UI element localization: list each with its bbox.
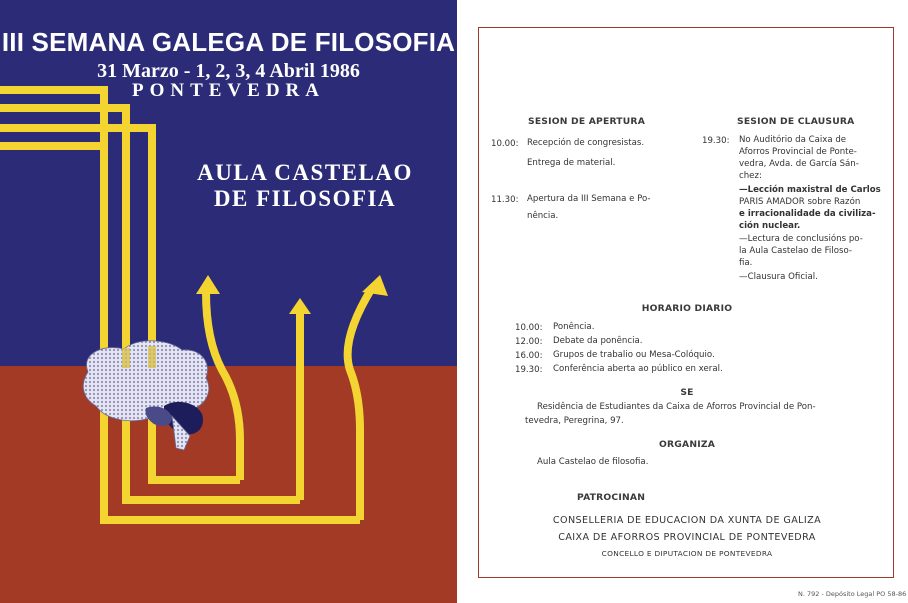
patrocinan-small: CONCELLO E DIPUTACION DE PONTEVEDRA [601, 549, 773, 558]
se-heading: SE [680, 387, 694, 398]
horario-heading: HORARIO DIARIO [641, 303, 733, 314]
clausura-conclusions-line1: —Lectura de conclusións po- [739, 234, 863, 244]
clausura-venue-line1: No Auditório da Caixa de [739, 135, 847, 145]
legal-deposit: N. 792 - Depósito Legal PO 58-86 [798, 590, 907, 598]
clausura-venue-line3: vedra, Avda. de García Sán- [739, 159, 859, 169]
horario-time-4: 19.30: [515, 365, 543, 375]
patrocinan-line2: CAIXA DE AFORROS PROVINCIAL DE PONTEVEDRA [558, 532, 816, 543]
clausura-venue-line4: chez: [739, 171, 762, 181]
horario-text-1: Ponência. [553, 322, 595, 332]
se-line2: tevedra, Peregrina, 97. [525, 416, 624, 426]
poster-aula-line2: DE FILOSOFIA [213, 186, 397, 211]
clausura-venue-line2: Aforros Provincial de Ponte- [739, 147, 857, 157]
clausura-heading: SESION DE CLAUSURA [737, 116, 855, 127]
patrocinan-line1: CONSELLERIA DE EDUCACION DA XUNTA DE GALIZA [552, 515, 822, 526]
se-line1: Residência de Estudiantes da Caixa de Aforros Provincial de Pon- [537, 402, 816, 412]
horario-time-3: 16.00: [515, 351, 543, 361]
clausura-lecture-line1: —Lección maxistral de Carlos [739, 185, 881, 195]
organiza-heading: ORGANIZA [658, 439, 716, 450]
poster-city: PONTEVEDRA [131, 80, 325, 101]
apertura-item-1-line2: Entrega de material. [527, 158, 616, 168]
horario-text-2: Debate da ponência. [553, 336, 643, 346]
apertura-item-1-line1: Recepción de congresistas. [527, 138, 645, 148]
clausura-lecture-line3: e irracionalidade da civiliza- [739, 209, 876, 219]
clausura-closing: —Clausura Oficial. [739, 272, 818, 282]
apertura-time-1: 10.00: [491, 139, 519, 149]
clausura-lecture-line2: PARIS AMADOR sobre Razón [739, 197, 861, 207]
yellow-lines [0, 90, 372, 520]
apertura-time-2: 11.30: [491, 195, 519, 205]
apertura-item-2-line1: Apertura da III Semana e Po- [527, 194, 651, 204]
apertura-heading: SESION DE APERTURA [528, 116, 646, 127]
patrocinan-heading: PATROCINAN [577, 492, 646, 503]
clausura-lecture-line4: ción nuclear. [739, 221, 801, 231]
clausura-conclusions-line2: la Aula Castelao de Filoso- [739, 246, 852, 256]
horario-text-4: Conferência aberta ao público en xeral. [553, 364, 723, 374]
programme-panel [478, 27, 894, 578]
poster-dates: 31 Marzo - 1, 2, 3, 4 Abril 1986 [97, 60, 360, 82]
horario-time-1: 10.00: [515, 323, 543, 333]
poster-title: III SEMANA GALEGA DE FILOSOFIA [1, 27, 456, 57]
clausura-conclusions-line3: fia. [739, 258, 753, 268]
horario-text-3: Grupos de trabalio ou Mesa-Colóquio. [553, 350, 715, 360]
horario-time-2: 12.00: [515, 337, 543, 347]
organiza-text: Aula Castelao de filosofia. [537, 457, 649, 467]
poster-aula-line1: AULA CASTELAO [197, 160, 413, 185]
clausura-time: 19.30: [702, 136, 730, 146]
apertura-item-2-line2: nência. [527, 211, 559, 221]
